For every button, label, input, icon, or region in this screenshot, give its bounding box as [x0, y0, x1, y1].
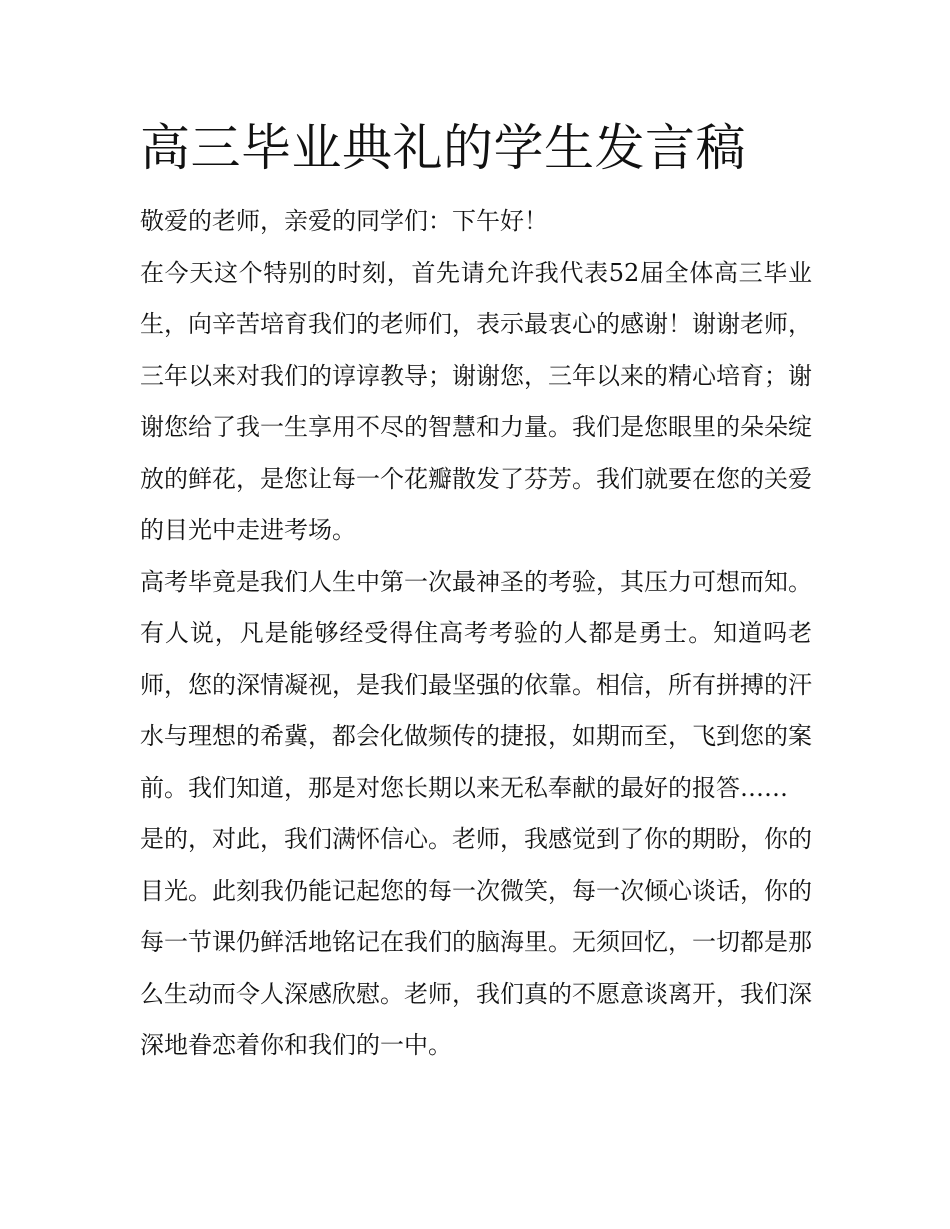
document-body [140, 196, 812, 1072]
paragraph-farewell: 是的，对此，我们满怀信心。老师，我感觉到了你的期盼，你的目光。此刻我仍能记起您的每一次微笑，每一次倾心谈话，你的每一节课仍鲜活地铭记在我们的脑海里。无须回忆，一切都是那么生动而令人深感欣慰。老师，我们真的不愿意谈离开，我们深深地眷恋着你和我们的一中。 [140, 825, 812, 1059]
paragraph-greeting: 敬爱的老师，亲爱的同学们：下午好！ [140, 207, 548, 235]
document-title: 高三毕业典礼的学生发言稿 [140, 119, 746, 177]
paragraph-thanks: 在今天这个特别的时刻，首先请允许我代表52届全体高三毕业生，向辛苦培育我们的老师们，表示最衷心的感谢！谢谢老师，三年以来对我们的谆谆教导；谢谢您，三年以来的精心培育；谢谢您给了我一生享用不尽的智慧和力量。我们是您眼里的朵朵绽放的鲜花，是您让每一个花瓣散发了芬芳。我们就要在您的关爱的目光中走进考场。 [140, 258, 812, 544]
paragraph-exam: 高考毕竟是我们人生中第一次最神圣的考验，其压力可想而知。有人说，凡是能够经受得住高考考验的人都是勇士。知道吗老师，您的深情凝视，是我们最坚强的依靠。相信，所有拼搏的汗水与理想的希冀，都会化做频传的捷报，如期而至，飞到您的案前。我们知道，那是对您长期以来无私奉献的最好的报答…… [140, 567, 812, 802]
